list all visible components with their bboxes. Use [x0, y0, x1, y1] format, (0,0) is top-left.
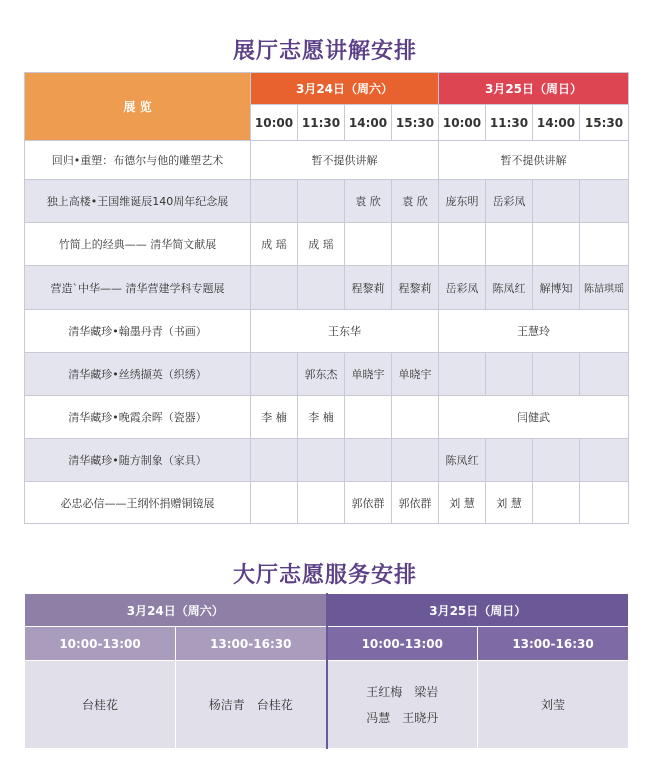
table-row [25, 396, 629, 439]
exhibition-name: 清华藏珍•随方制象（家具） [25, 439, 251, 482]
guide-cell: 暂不提供讲解 [251, 141, 439, 180]
guide-cell [533, 353, 580, 396]
guide-cell: 王东华 [251, 310, 439, 353]
table-row [25, 223, 629, 266]
guide-cell: 岳彩凤 [439, 266, 486, 310]
table-row [25, 266, 629, 310]
guide-cell [580, 439, 629, 482]
service-day1-header: 3月24日（周六） [25, 594, 327, 627]
guide-cell: 单晓宇 [392, 353, 439, 396]
guide-cell [486, 223, 533, 266]
guide-cell [298, 266, 345, 310]
guide-cell: 庞东明 [439, 180, 486, 223]
time-header: 11:30 [298, 105, 345, 141]
exhibition-name: 营造`中华—— 清华营建学科专题展 [25, 266, 251, 310]
service-volunteers: 杨洁青 台桂花 [176, 661, 327, 749]
hall-service-table [24, 593, 629, 749]
guide-cell: 刘 慧 [439, 482, 486, 524]
guide-cell [298, 180, 345, 223]
guide-cell: 刘 慧 [486, 482, 533, 524]
guide-cell [580, 223, 629, 266]
time-header: 15:30 [392, 105, 439, 141]
guide-cell [251, 353, 298, 396]
guide-cell [298, 439, 345, 482]
exhibition-name: 清华藏珍•晚霞余晖（瓷器） [25, 396, 251, 439]
guide-cell [392, 439, 439, 482]
service-day2-header: 3月25日（周日） [327, 594, 629, 627]
service-slot-header: 10:00-13:00 [25, 627, 176, 661]
guide-cell: 郭依群 [345, 482, 392, 524]
guide-cell: 袁 欣 [392, 180, 439, 223]
table-row [25, 482, 629, 524]
guide-cell: 单晓宇 [345, 353, 392, 396]
volunteer-line: 王红梅 梁岩 [366, 684, 439, 699]
guide-cell [533, 439, 580, 482]
volunteer-line: 冯慧 王晓丹 [366, 710, 439, 725]
guide-cell [345, 439, 392, 482]
exhibition-name: 清华藏珍•丝绣撷英（织绣） [25, 353, 251, 396]
guide-cell: 陈凤红 [439, 439, 486, 482]
service-slot-header: 10:00-13:00 [327, 627, 478, 661]
guide-cell [345, 223, 392, 266]
service-volunteers: 台桂花 [25, 661, 176, 749]
guide-cell: 岳彩凤 [486, 180, 533, 223]
guide-cell [580, 353, 629, 396]
time-header: 14:00 [533, 105, 580, 141]
time-header: 10:00 [439, 105, 486, 141]
guide-cell: 袁 欣 [345, 180, 392, 223]
service-volunteers [327, 661, 478, 749]
service-slot-header: 13:00-16:30 [478, 627, 629, 661]
guide-cell [439, 353, 486, 396]
guide-cell: 郭依群 [392, 482, 439, 524]
guide-cell: 闫健武 [439, 396, 629, 439]
guide-cell: 程黎莉 [345, 266, 392, 310]
guide-cell [533, 180, 580, 223]
guide-cell: 成 瑶 [251, 223, 298, 266]
guide-cell [298, 482, 345, 524]
guide-cell [251, 482, 298, 524]
table-row [25, 141, 629, 180]
guide-cell [345, 396, 392, 439]
guide-cell [392, 396, 439, 439]
time-header: 15:30 [580, 105, 629, 141]
time-header: 10:00 [251, 105, 298, 141]
exhibition-name: 独上高楼•王国维诞辰140周年纪念展 [25, 180, 251, 223]
guide-cell: 李 楠 [251, 396, 298, 439]
table-row [25, 180, 629, 223]
guide-cell: 暂不提供讲解 [439, 141, 629, 180]
exhibition-name: 清华藏珍•翰墨丹青（书画） [25, 310, 251, 353]
guide-cell: 王慧玲 [439, 310, 629, 353]
table-row [25, 310, 629, 353]
guide-cell [533, 223, 580, 266]
guide-cell [392, 223, 439, 266]
service-slot-header: 13:00-16:30 [176, 627, 327, 661]
guide-cell: 成 瑶 [298, 223, 345, 266]
table-row [25, 439, 629, 482]
time-header: 14:00 [345, 105, 392, 141]
guide-cell [251, 439, 298, 482]
service-volunteers: 刘莹 [478, 661, 629, 749]
exhibition-name: 必忠必信——王纲怀捐赠铜镜展 [25, 482, 251, 524]
guide-cell [251, 180, 298, 223]
guide-cell [251, 266, 298, 310]
expo-column-header: 展 览 [25, 73, 251, 141]
guide-cell: 李 楠 [298, 396, 345, 439]
exhibition-guide-table [24, 72, 629, 524]
exhibition-guide-title: 展厅志愿讲解安排 [232, 39, 417, 64]
guide-cell: 程黎莉 [392, 266, 439, 310]
exhibition-name: 回归•重塑：布德尔与他的雕塑艺术 [25, 141, 251, 180]
guide-cell [580, 482, 629, 524]
guide-cell [486, 439, 533, 482]
guide-cell: 郭东杰 [298, 353, 345, 396]
day1-header: 3月24日（周六） [251, 73, 439, 105]
guide-cell: 陈喆琪瑶 [580, 266, 629, 310]
day2-header: 3月25日（周日） [439, 73, 629, 105]
exhibition-name: 竹简上的经典—— 清华简文献展 [25, 223, 251, 266]
hall-service-title: 大厅志愿服务安排 [232, 563, 417, 588]
guide-cell [486, 353, 533, 396]
guide-cell: 陈凤红 [486, 266, 533, 310]
guide-cell [439, 223, 486, 266]
time-header: 11:30 [486, 105, 533, 141]
guide-cell: 解博知 [533, 266, 580, 310]
guide-cell [533, 482, 580, 524]
guide-cell [580, 180, 629, 223]
table-row [25, 353, 629, 396]
